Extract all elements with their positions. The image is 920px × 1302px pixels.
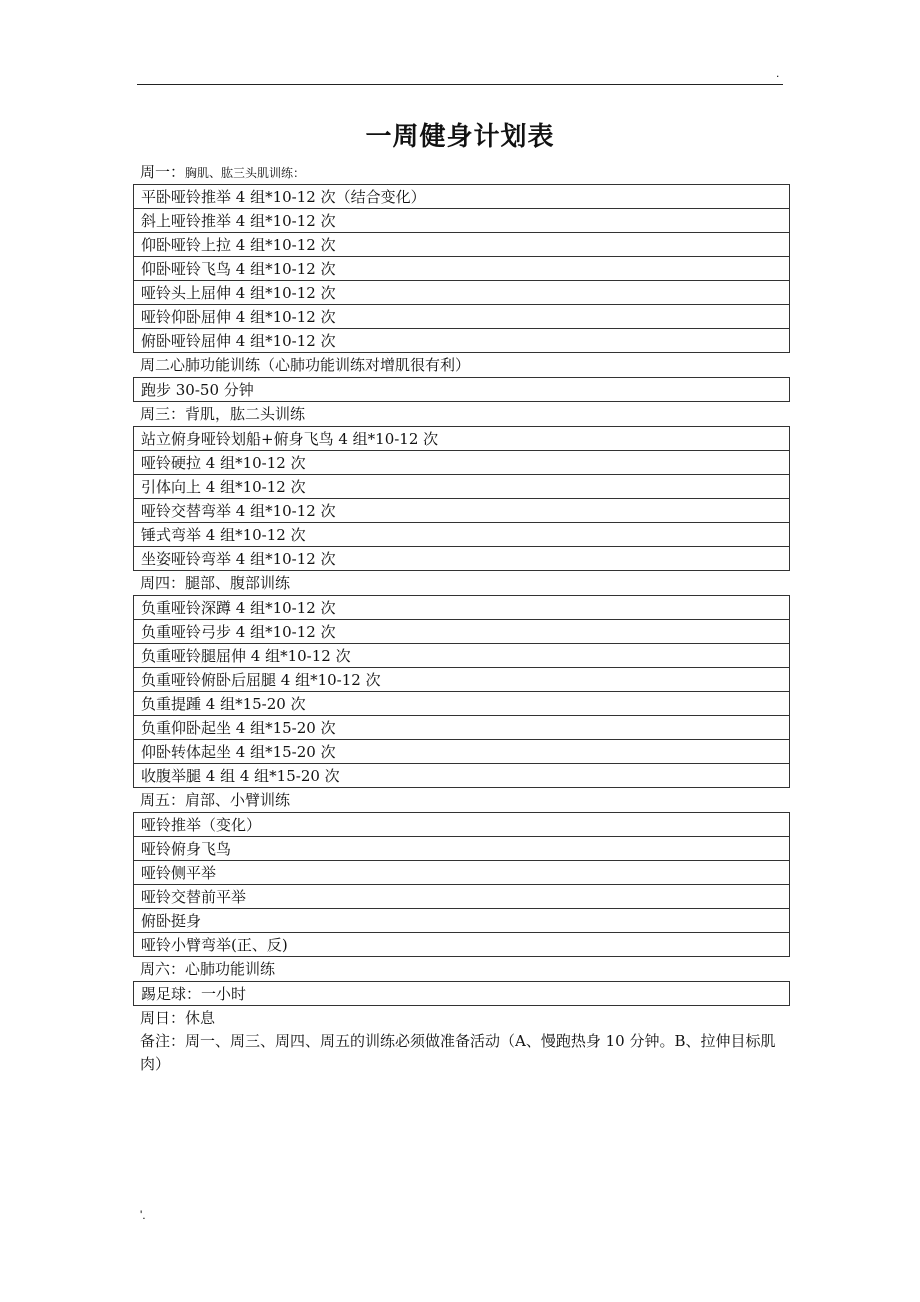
exercise-cell: 俯卧挺身 <box>134 909 790 933</box>
exercise-table <box>133 377 790 402</box>
table-row <box>134 933 790 957</box>
exercise-cell: 哑铃交替前平举 <box>134 885 790 909</box>
footer-mark: '. <box>140 1208 146 1222</box>
exercise-cell: 锤式弯举 4 组*10-12 次 <box>134 523 790 547</box>
table-row <box>134 257 790 281</box>
table-row <box>134 378 790 402</box>
exercise-cell: 哑铃硬拉 4 组*10-12 次 <box>134 451 790 475</box>
table-row <box>134 305 790 329</box>
exercise-cell: 负重哑铃弓步 4 组*10-12 次 <box>134 620 790 644</box>
table-row <box>134 837 790 861</box>
exercise-cell: 哑铃交替弯举 4 组*10-12 次 <box>134 499 790 523</box>
day-heading-text: 周五：肩部、小臂训练 <box>140 791 291 809</box>
exercise-cell: 负重哑铃腿屈伸 4 组*10-12 次 <box>134 644 790 668</box>
day-heading <box>133 402 790 426</box>
table-row <box>134 885 790 909</box>
exercise-cell: 哑铃头上屈伸 4 组*10-12 次 <box>134 281 790 305</box>
exercise-cell: 负重哑铃俯卧后屈腿 4 组*10-12 次 <box>134 668 790 692</box>
exercise-cell: 负重仰卧起坐 4 组*15-20 次 <box>134 716 790 740</box>
day-heading <box>133 353 790 377</box>
exercise-cell: 哑铃推举（变化） <box>134 813 790 837</box>
table-row <box>134 281 790 305</box>
table-row <box>134 185 790 209</box>
table-row <box>134 909 790 933</box>
day-heading-text: 周一： <box>140 163 186 181</box>
exercise-cell: 仰卧转体起坐 4 组*15-20 次 <box>134 740 790 764</box>
exercise-cell: 跑步 30-50 分钟 <box>134 378 790 402</box>
header-rule <box>137 84 783 85</box>
day-heading-detail: 胸肌、肱三头肌训练： <box>185 166 306 180</box>
exercise-cell: 负重提踵 4 组*15-20 次 <box>134 692 790 716</box>
page-title: 一周健身计划表 <box>365 122 555 152</box>
table-row <box>134 329 790 353</box>
exercise-table <box>133 426 790 571</box>
exercise-cell: 收腹举腿 4 组 4 组*15-20 次 <box>134 764 790 788</box>
exercise-table <box>133 812 790 957</box>
table-row <box>134 644 790 668</box>
table-row <box>134 499 790 523</box>
day-heading-text: 周三：背肌，肱二头训练 <box>140 405 306 423</box>
day-heading-text: 周六：心肺功能训练 <box>140 960 276 978</box>
day-heading-text: 周四：腿部、腹部训练 <box>140 574 291 592</box>
table-row <box>134 668 790 692</box>
table-row <box>134 233 790 257</box>
exercise-cell: 哑铃仰卧屈伸 4 组*10-12 次 <box>134 305 790 329</box>
table-row <box>134 692 790 716</box>
exercise-cell: 斜上哑铃推举 4 组*10-12 次 <box>134 209 790 233</box>
day-heading-text: 周二心肺功能训练（心肺功能训练对增肌很有利） <box>140 356 471 374</box>
table-row <box>134 716 790 740</box>
plan-content <box>133 160 790 1076</box>
day-heading <box>133 160 790 184</box>
table-row <box>134 596 790 620</box>
table-row <box>134 209 790 233</box>
day-heading <box>133 957 790 981</box>
table-row <box>134 547 790 571</box>
table-row <box>134 451 790 475</box>
table-row <box>134 740 790 764</box>
table-row <box>134 982 790 1006</box>
table-row <box>134 427 790 451</box>
table-row <box>134 620 790 644</box>
exercise-table <box>133 981 790 1006</box>
exercise-cell: 平卧哑铃推举 4 组*10-12 次（结合变化） <box>134 185 790 209</box>
exercise-table <box>133 595 790 788</box>
remark-note: 备注：周一、周三、周四、周五的训练必须做准备活动（A、慢跑热身 10 分钟。B、拉伸目标肌肉） <box>140 1032 776 1073</box>
exercise-cell: 引体向上 4 组*10-12 次 <box>134 475 790 499</box>
day-heading <box>133 571 790 595</box>
exercise-cell: 哑铃侧平举 <box>134 861 790 885</box>
exercise-cell: 负重哑铃深蹲 4 组*10-12 次 <box>134 596 790 620</box>
header-mark: . <box>776 66 780 80</box>
exercise-cell: 俯卧哑铃屈伸 4 组*10-12 次 <box>134 329 790 353</box>
exercise-cell: 哑铃俯身飞鸟 <box>134 837 790 861</box>
day-heading <box>133 788 790 812</box>
table-row <box>134 764 790 788</box>
table-row <box>134 813 790 837</box>
exercise-cell: 哑铃小臂弯举(正、反) <box>134 933 790 957</box>
exercise-cell: 站立俯身哑铃划船+俯身飞鸟 4 组*10-12 次 <box>134 427 790 451</box>
table-row <box>134 861 790 885</box>
table-row <box>134 523 790 547</box>
sunday-heading: 周日：休息 <box>140 1009 216 1027</box>
exercise-cell: 仰卧哑铃上拉 4 组*10-12 次 <box>134 233 790 257</box>
exercise-cell: 仰卧哑铃飞鸟 4 组*10-12 次 <box>134 257 790 281</box>
table-row <box>134 475 790 499</box>
exercise-table <box>133 184 790 353</box>
exercise-cell: 坐姿哑铃弯举 4 组*10-12 次 <box>134 547 790 571</box>
exercise-cell: 踢足球：一小时 <box>134 982 790 1006</box>
